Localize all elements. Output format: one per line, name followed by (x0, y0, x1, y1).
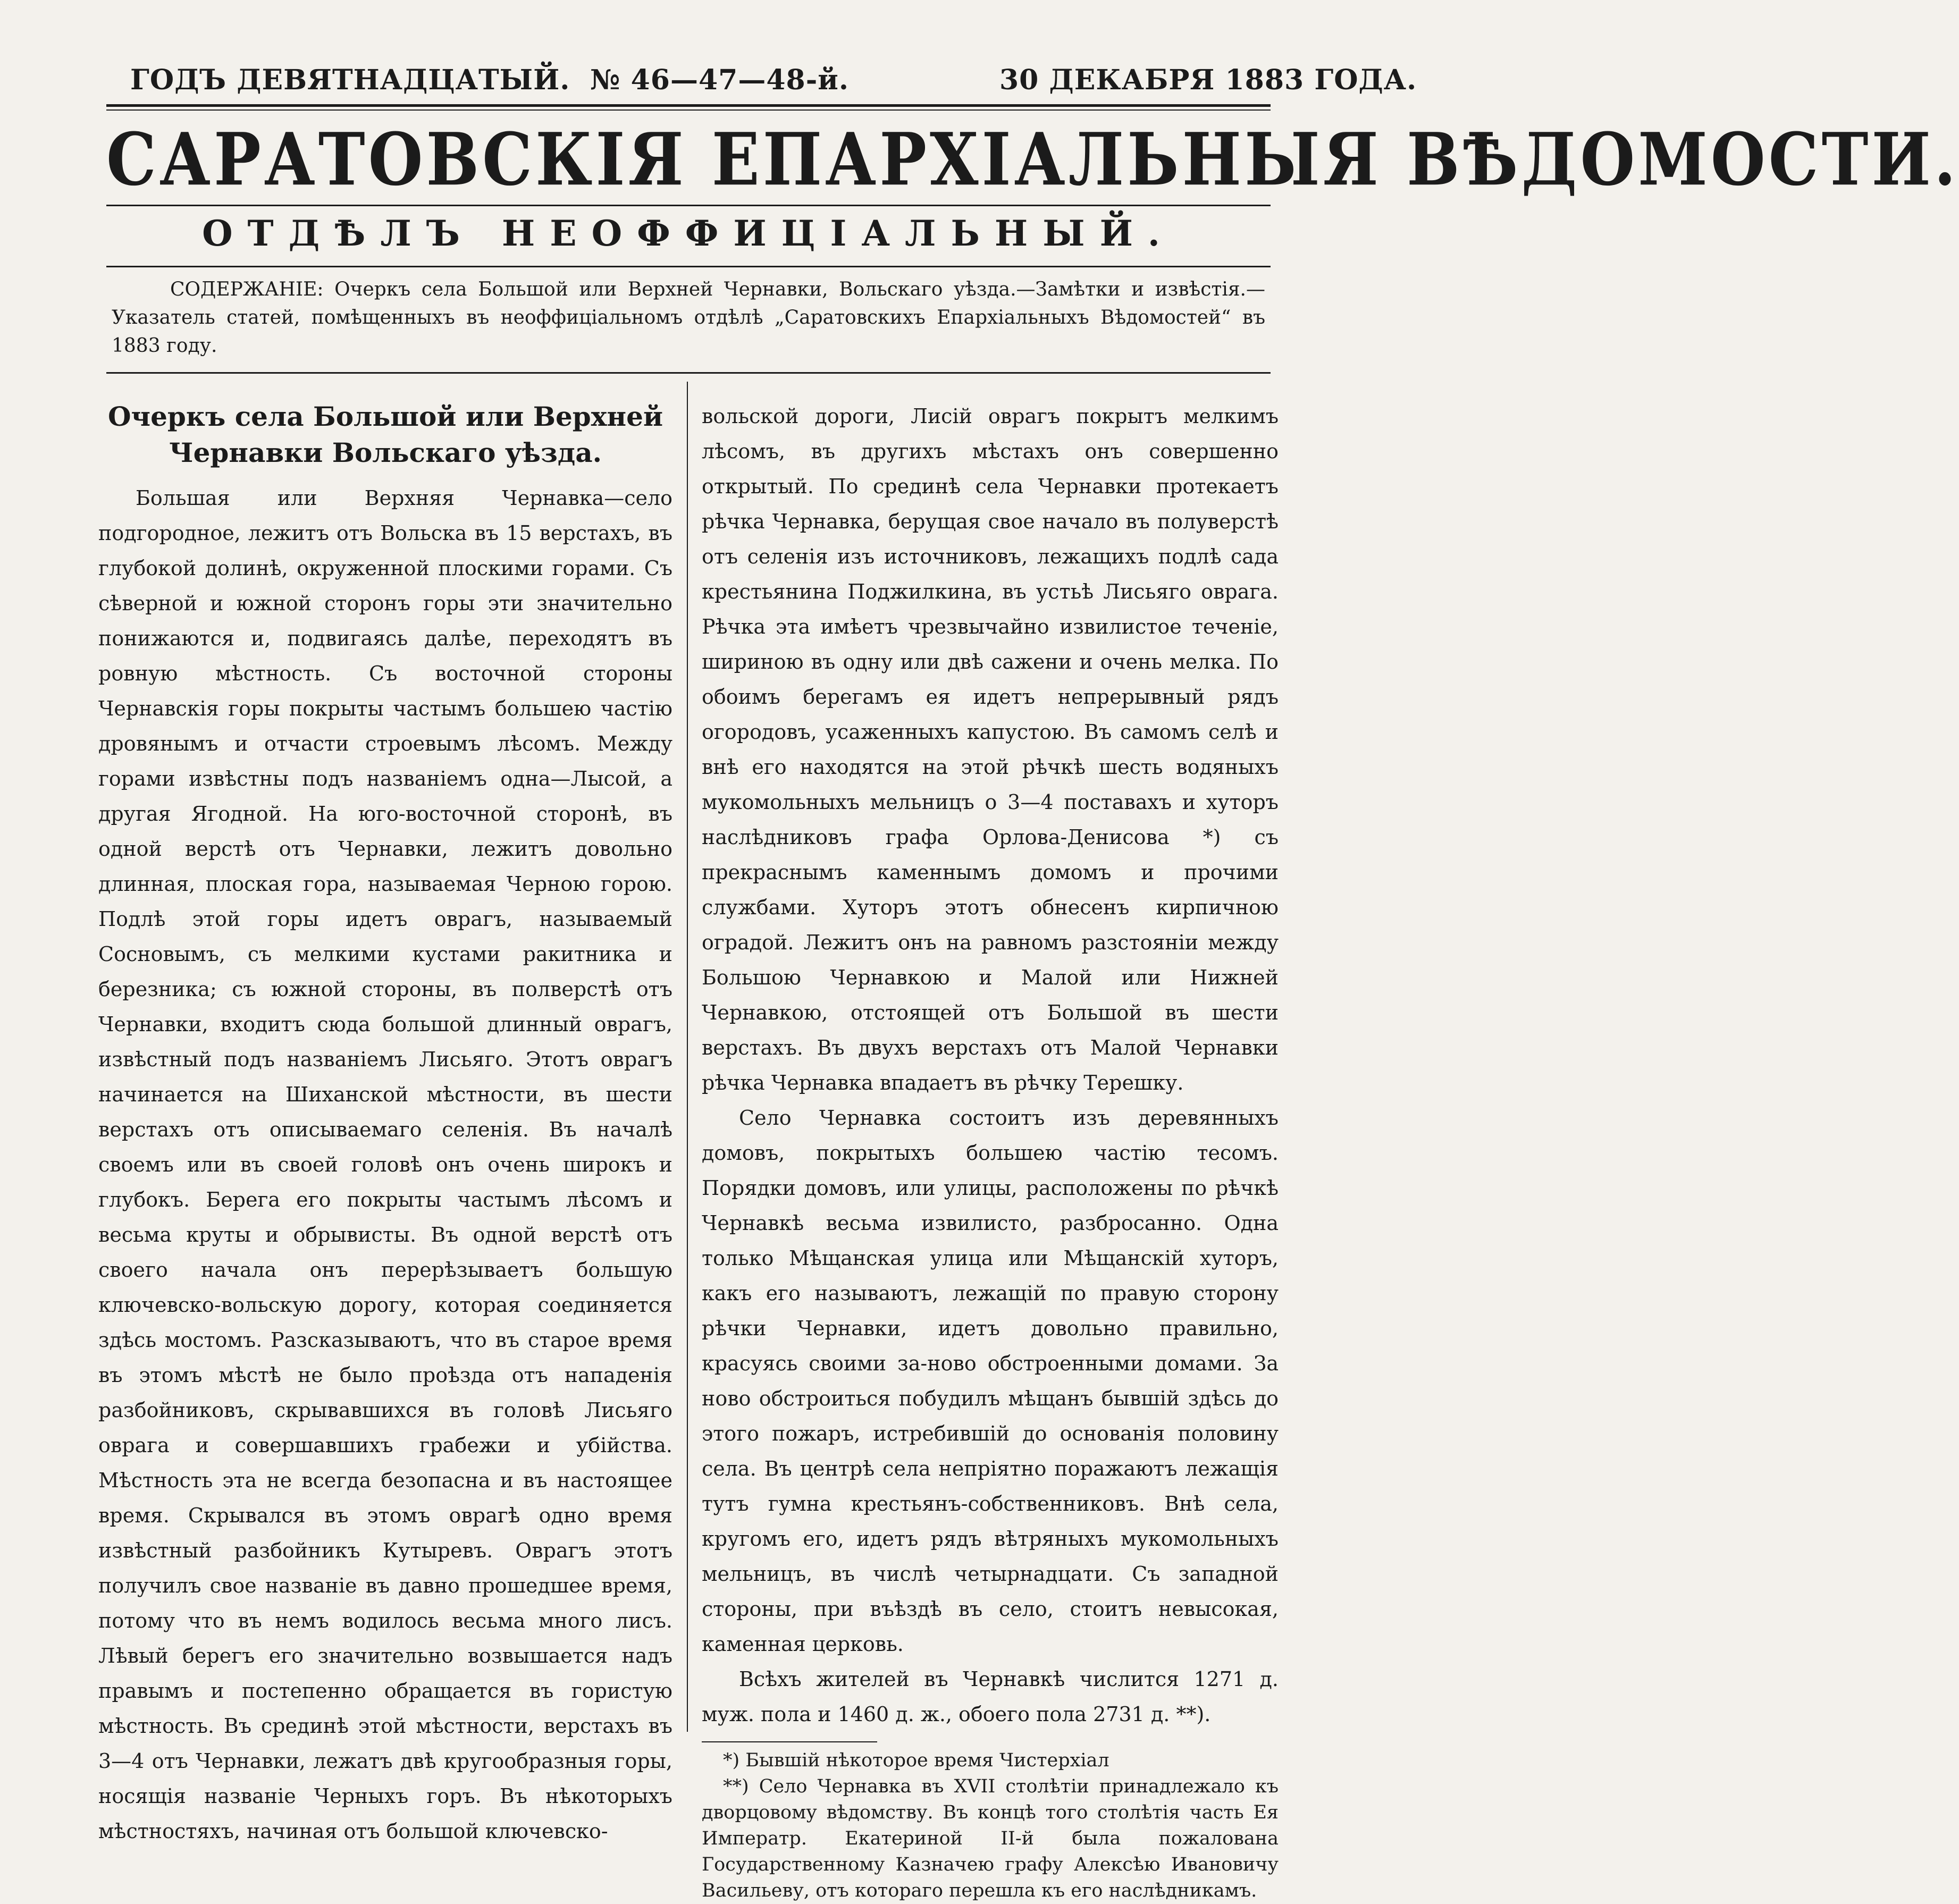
footnote-rule (702, 1741, 877, 1742)
footnote: *) Бывшій нѣкоторое время Чистерхіал (723, 1750, 1109, 1771)
issue-date: 30 ДЕКАБРЯ 1883 ГОДА. (999, 64, 1417, 96)
right-column (702, 399, 1279, 1904)
issue-number: № 46—47—48-й. (590, 64, 849, 96)
article-title: Очеркъ села Большой или Верхней Чернавки Вольскаго уѣзда. (107, 401, 663, 468)
article-paragraph: Всѣхъ жителей въ Чернавкѣ числится 1271 д. муж. пола и 1460 д. ж., обоего пола 2731 д. **). (702, 1667, 1279, 1726)
contents-rule (106, 372, 1271, 374)
contents-block (112, 275, 1265, 360)
article-paragraph-continued: вольской дороги, Лисій оврагъ покрытъ мелкимъ лѣсомъ, въ другихъ мѣстахъ онъ совершенно открытый. По срединѣ села Чернавки протекаетъ рѣчка Чернавка, берущая свое начало въ полуверстѣ отъ селенія изъ источниковъ, лежащихъ подлѣ сада крестьянина Поджилкина, въ устьѣ Лисьяго оврага. Рѣчка эта имѣетъ чрезвычайно извилистое теченіе, шириною въ одну или двѣ сажени и очень мелка. По обоимъ берегамъ ея идетъ непрерывный рядъ огородовъ, усаженныхъ капустою. Въ самомъ селѣ и внѣ его находятся на этой рѣчкѣ шесть водяныхъ мукомольныхъ мельницъ о 3—4 поставахъ и хуторъ наслѣдниковъ графа Орлова-Денисова *) съ прекраснымъ каменнымъ домомъ и прочими службами. Хуторъ этотъ обнесенъ кирпичною оградой. Лежитъ онъ на равномъ разстояніи между Большою Чернавкою и Малой или Нижней Чернавкою, отстоящей отъ Большой въ шести верстахъ. Въ двухъ верстахъ отъ Малой Чернавки рѣчка Чернавка впадаетъ въ рѣчку Терешку. (702, 405, 1279, 1094)
masthead-rule-thin (106, 109, 1271, 111)
column-divider (687, 382, 688, 1732)
contents-text: Очеркъ села Большой или Верхней Чернавки, Вольскаго уѣзда.—Замѣтки и извѣстія.—Указатель статей, помѣщенныхъ въ неоффиціальномъ отдѣлѣ „Саратовскихъ Епархіальныхъ Вѣдомостей“ въ 1883 году. (112, 279, 1265, 357)
masthead-rule (106, 104, 1271, 107)
newspaper-title: САРАТОВСКІЯ ЕПАРХІАЛЬНЫЯ ВѢДОМОСТИ. (106, 116, 1959, 202)
footnote: **) Село Чернавка въ XVII столѣтіи принадлежало къ дворцовому вѣдомству. Въ концѣ того столѣтія часть Ея Императр. Екатериной II-й была пожалована Государственному Казначею графу Алексѣю Ивановичу Васильеву, отъ котораго перешла къ его наслѣдникамъ. (702, 1776, 1279, 1901)
left-column (98, 399, 672, 1849)
year-label: ГОДЪ ДЕВЯТНАДЦАТЫЙ. (130, 64, 570, 96)
department-rule (106, 266, 1271, 267)
department-heading: ОТДѢЛЪ НЕОФФИЦІАЛЬНЫЙ. (202, 213, 1175, 254)
article-paragraph: Село Чернавка состоитъ изъ деревянныхъ домовъ, покрытыхъ большею частію тесомъ. Порядки домовъ, или улицы, расположены по рѣчкѣ Чернавкѣ весьма извилисто, разбросанно. Одна только Мѣщанская улица или Мѣщанскій хуторъ, какъ его называютъ, лежащій по правую сторону рѣчки Чернавки, идетъ довольно правильно, красуясь своими за-ново обстроенными домами. За ново обстроиться побудилъ мѣщанъ бывшій здѣсь до этого пожаръ, истребившій до основанія половину села. Въ центрѣ села непріятно поражаютъ лежащія тутъ гумна крестьянъ-собственниковъ. Внѣ села, кругомъ его, идетъ рядъ вѣтряныхъ мукомольныхъ мельницъ, въ числѣ четырнадцати. Съ западной стороны, при въѣздѣ въ село, стоитъ невысокая, каменная церковь. (702, 1106, 1279, 1656)
title-rule (106, 205, 1271, 206)
article-paragraph: Большая или Верхняя Чернавка—село подгородное, лежитъ отъ Вольска въ 15 верстахъ, въ глубокой долинѣ, окруженной плоскими горами. Съ сѣверной и южной сторонъ горы эти значительно понижаются и, подвигаясь далѣе, переходятъ въ ровную мѣстность. Съ восточной стороны Чернавскія горы покрыты частымъ большею частію дровянымъ и отчасти строевымъ лѣсомъ. Между горами извѣстны подъ названіемъ одна—Лысой, а другая Ягодной. На юго-восточной сторонѣ, въ одной верстѣ отъ Чернавки, лежитъ довольно длинная, плоская гора, называемая Черною горою. Подлѣ этой горы идетъ оврагъ, называемый Сосновымъ, съ мелкими кустами ракитника и березника; съ южной стороны, въ полверстѣ отъ Чернавки, входитъ сюда большой длинный оврагъ, извѣстный подъ названіемъ Лисьяго. Этотъ оврагъ начинается на Шиханской мѣстности, въ шести верстахъ отъ описываемаго селенія. Въ началѣ своемъ или въ своей головѣ онъ очень широкъ и глубокъ. Берега его покрыты частымъ лѣсомъ и весьма круты и обрывисты. Въ одной верстѣ отъ своего начала онъ перерѣзываетъ большую ключевско-вольскую дорогу, которая соединяется здѣсь мостомъ. Разсказываютъ, что въ старое время въ этомъ мѣстѣ не было проѣзда отъ нападенія разбойниковъ, скрывавшихся въ головѣ Лисьяго оврага и совершавшихъ грабежи и убійства. Мѣстность эта не всегда безопасна и въ настоящее время. Скрывался въ этомъ оврагѣ одно время извѣстный разбойникъ Кутыревъ. Оврагъ этотъ получилъ свое названіе въ давно прошедшее время, потому что въ немъ водилось весьма много лисъ. Лѣвый берегъ его значительно возвышается надъ правымъ и постепенно обращается въ гористую мѣстность. Въ срединѣ этой мѣстности, верстахъ въ 3—4 отъ Чернавки, лежатъ двѣ кругообразныя горы, носящія названіе Черныхъ горъ. Въ нѣкоторыхъ мѣстностяхъ, начиная отъ большой ключевско- (98, 486, 672, 1843)
contents-label: СОДЕРЖАНІЕ: (170, 279, 324, 300)
